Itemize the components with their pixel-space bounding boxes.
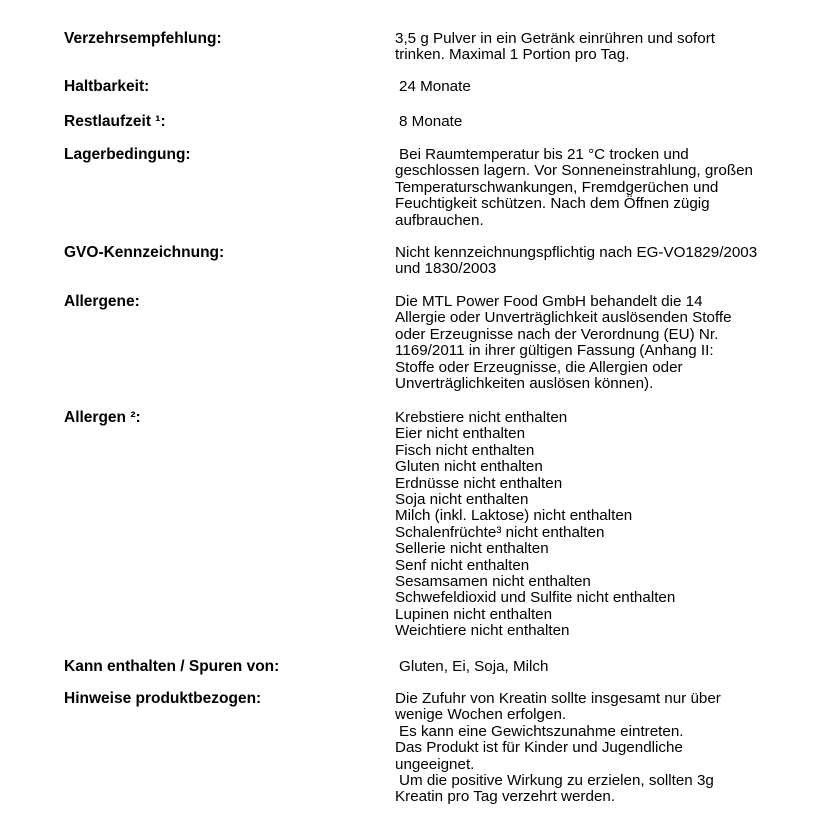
value-line: oder Erzeugnisse nach der Verordnung (EU) Nr. — [395, 325, 719, 343]
value-line: Bei Raumtemperatur bis 21 °C trocken und — [399, 146, 689, 163]
spec-label: Hinweise produktbezogen: — [64, 690, 262, 707]
spec-value — [395, 114, 825, 130]
allergen-item: Krebstiere nicht enthalten — [395, 409, 568, 426]
spec-value — [395, 410, 825, 640]
allergen-item: Senf nicht enthalten — [395, 556, 530, 574]
spec-value — [395, 659, 825, 675]
spec-value — [395, 147, 825, 229]
allergen-item: Weichtiere nicht enthalten — [395, 622, 570, 640]
value-line: 1169/2011 in ihrer gültigen Fassung (Anhang II: — [395, 342, 714, 360]
allergen-item: Schwefeldioxid und Sulfite nicht enthalten — [395, 589, 676, 607]
spec-label: Lagerbedingung: — [64, 146, 191, 163]
value-line: Temperaturschwankungen, Fremdgerüchen und — [395, 178, 719, 196]
spec-label: Restlaufzeit ¹: — [64, 113, 166, 130]
value-line: 8 Monate — [399, 113, 463, 130]
spec-value — [395, 79, 825, 95]
allergen-item: Eier nicht enthalten — [395, 425, 526, 443]
allergen-item: Sesamsamen nicht enthalten — [395, 573, 591, 591]
spec-value — [395, 691, 825, 806]
value-line: wenige Wochen erfolgen. — [395, 706, 567, 724]
value-line: Die Zufuhr von Kreatin sollte insgesamt nur über — [395, 690, 721, 707]
allergen-item: Soja nicht enthalten — [395, 491, 529, 509]
spec-value — [395, 31, 825, 64]
value-line: Allergie oder Unverträglichkeit auslösenden Stoffe — [395, 309, 732, 327]
value-line: Kreatin pro Tag verzehrt werden. — [395, 788, 616, 806]
value-line: aufbrauchen. — [395, 211, 484, 229]
value-line: trinken. Maximal 1 Portion pro Tag. — [395, 46, 630, 64]
spec-label: Verzehrsempfehlung: — [64, 30, 222, 47]
spec-label: Allergene: — [64, 293, 140, 310]
allergen-item: Milch (inkl. Laktose) nicht enthalten — [395, 507, 633, 525]
value-line: Die MTL Power Food GmbH behandelt die 14 — [395, 293, 703, 310]
value-line: ungeeignet. — [395, 755, 475, 773]
spec-label: Haltbarkeit: — [64, 78, 150, 95]
spec-label: Allergen ²: — [64, 409, 141, 426]
value-line: Stoffe oder Erzeugnisse, die Allergien oder — [395, 358, 683, 376]
allergen-item: Sellerie nicht enthalten — [395, 540, 549, 558]
value-line: Unverträglichkeiten auslösen können). — [395, 375, 654, 393]
value-line: geschlossen lagern. Vor Sonneneinstrahlung, großen — [395, 162, 753, 180]
allergen-item: Schalenfrüchte³ nicht enthalten — [395, 523, 605, 541]
value-line: Nicht kennzeichnungspflichtig nach EG-VO1829/2003 — [395, 244, 758, 261]
spec-label: GVO-Kennzeichnung: — [64, 244, 225, 261]
allergen-item: Gluten nicht enthalten — [395, 458, 543, 476]
allergen-item: Erdnüsse nicht enthalten — [395, 474, 563, 492]
value-line: Feuchtigkeit schützen. Nach dem Öffnen zügig — [395, 195, 710, 213]
spec-value — [395, 245, 825, 278]
value-line: Gluten, Ei, Soja, Milch — [399, 658, 549, 675]
allergen-item: Fisch nicht enthalten — [395, 441, 535, 459]
value-line: und 1830/2003 — [395, 260, 497, 278]
value-line: Es kann eine Gewichtszunahme eintreten. — [399, 722, 684, 740]
spec-value — [395, 294, 825, 392]
value-line: Um die positive Wirkung zu erzielen, sollten 3g — [399, 772, 714, 790]
value-line: 24 Monate — [399, 78, 471, 95]
allergen-item: Lupinen nicht enthalten — [395, 605, 553, 623]
spec-label: Kann enthalten / Spuren von: — [64, 658, 280, 675]
value-line: 3,5 g Pulver in ein Getränk einrühren und sofort — [395, 30, 715, 47]
value-line: Das Produkt ist für Kinder und Jugendliche — [395, 739, 683, 757]
